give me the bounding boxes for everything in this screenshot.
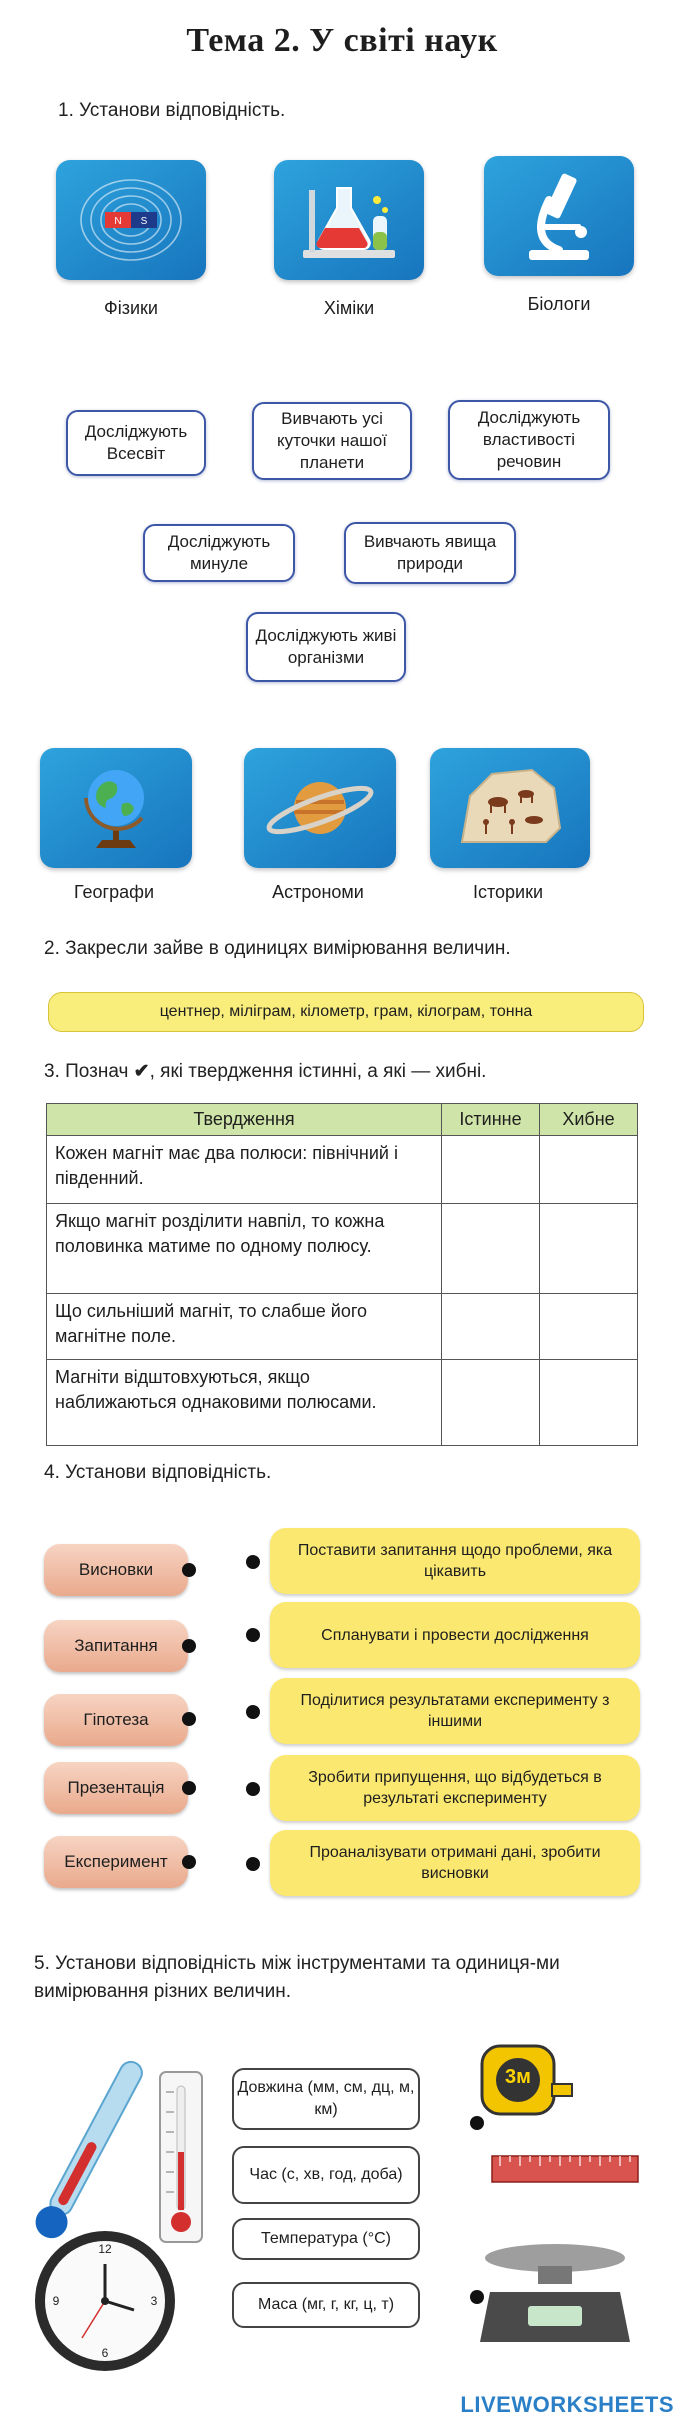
statement-universe[interactable]: Досліджують Всесвіт	[66, 410, 206, 476]
true-checkbox[interactable]	[442, 1294, 540, 1360]
task1-heading: 1. Установи відповідність.	[58, 100, 286, 121]
liveworksheets-logo: LIVEWORKSHEETS	[460, 2392, 674, 2417]
action-make-assumption[interactable]: Зробити припущення, що відбудеться в результаті експерименту	[270, 1755, 640, 1821]
task3-heading-start: 3. Познач	[44, 1061, 134, 1082]
svg-text:3: 3	[150, 2294, 158, 2308]
stage-experiment[interactable]: Експеримент	[44, 1836, 188, 1888]
geographers-tile[interactable]	[40, 748, 192, 868]
false-checkbox[interactable]	[540, 1136, 638, 1204]
statement-past[interactable]: Досліджують минуле	[143, 524, 295, 582]
tape-measure-icon	[478, 2040, 574, 2120]
scales-icon	[470, 2236, 640, 2356]
statement-substances[interactable]: Досліджують властивості речовин	[448, 400, 610, 480]
statement-phenomena[interactable]: Вивчають явища природи	[344, 522, 516, 584]
biologists-label: Біологи	[527, 294, 591, 314]
true-checkbox[interactable]	[442, 1360, 540, 1446]
action-analyze-data[interactable]: Проаналізувати отримані дані, зробити висновки	[270, 1830, 640, 1896]
historians-tile[interactable]	[430, 748, 590, 868]
ruler-icon	[490, 2150, 640, 2190]
statement-cell: Якщо магніт розділити навпіл, то кожна половинка матиме по одному полюсу.	[47, 1204, 442, 1294]
stage-connector-dot[interactable]	[182, 1781, 196, 1795]
col-false: Хибне	[540, 1104, 638, 1136]
table-row	[47, 1294, 638, 1360]
historians-label: Історики	[472, 882, 544, 902]
planet-icon	[260, 758, 380, 858]
action-ask-question[interactable]: Поставити запитання щодо проблеми, яка цікавить	[270, 1528, 640, 1594]
svg-text:6: 6	[101, 2346, 109, 2360]
chemists-label: Хіміки	[323, 298, 375, 318]
biologists-tile[interactable]	[484, 156, 634, 276]
statement-cell: Кожен магніт має два полюси: північний і південний.	[47, 1136, 442, 1204]
cave-painting-icon	[450, 758, 570, 858]
table-header	[47, 1104, 638, 1136]
astronomers-label: Астрономи	[272, 882, 364, 902]
false-checkbox[interactable]	[540, 1360, 638, 1446]
table-row	[47, 1360, 638, 1446]
check-mark-icon: ✔	[133, 1061, 150, 1082]
svg-text:S: S	[140, 216, 148, 227]
false-checkbox[interactable]	[540, 1204, 638, 1294]
physics-label: Фізики	[104, 298, 158, 318]
action-share-results[interactable]: Поділитися результатами експерименту з іншими	[270, 1678, 640, 1744]
true-checkbox[interactable]	[442, 1204, 540, 1294]
unit-mass[interactable]: Маса (мг, г, кг, ц, т)	[232, 2282, 420, 2328]
svg-text:9: 9	[52, 2294, 60, 2308]
action-connector-dot[interactable]	[246, 1782, 260, 1796]
microscope-icon	[499, 166, 619, 266]
unit-time[interactable]: Час (с, хв, год, доба)	[232, 2146, 420, 2204]
unit-temperature[interactable]: Температура (°C)	[232, 2218, 420, 2260]
globe-icon	[56, 758, 176, 858]
false-checkbox[interactable]	[540, 1294, 638, 1360]
action-connector-dot[interactable]	[246, 1628, 260, 1642]
task2-heading: 2. Закресли зайве в одиницях вимірювання величин.	[44, 938, 511, 959]
action-connector-dot[interactable]	[246, 1705, 260, 1719]
chemistry-flask-icon	[289, 170, 409, 270]
unit-length[interactable]: Довжина (мм, см, дц, м, км)	[232, 2068, 420, 2130]
statement-cell: Що сильніший магніт, то слабше його магнітне поле.	[47, 1294, 442, 1360]
tape-label: 3м	[505, 2066, 531, 2088]
units-strip[interactable]: центнер, міліграм, кілометр, грам, кілограм, тонна	[48, 992, 644, 1032]
true-false-table	[46, 1103, 638, 1446]
col-true: Істинне	[442, 1104, 540, 1136]
magnet-icon	[71, 170, 191, 270]
statement-planet[interactable]: Вивчають усі куточки нашої планети	[252, 402, 412, 480]
clock-icon	[30, 2226, 180, 2376]
stage-conclusions[interactable]: Висновки	[44, 1544, 188, 1596]
physics-tile[interactable]	[56, 160, 206, 280]
stage-connector-dot[interactable]	[182, 1712, 196, 1726]
action-connector-dot[interactable]	[246, 1857, 260, 1871]
stage-connector-dot[interactable]	[182, 1563, 196, 1577]
statement-organisms[interactable]: Досліджують живі організми	[246, 612, 406, 682]
stage-hypothesis[interactable]: Гіпотеза	[44, 1694, 188, 1746]
col-statement: Твердження	[47, 1104, 442, 1136]
page-title: Тема 2. У світі наук	[186, 22, 498, 59]
task3-heading-end: , які твердження істинні, а які — хибні.	[149, 1061, 487, 1082]
chemists-tile[interactable]	[274, 160, 424, 280]
astronomers-tile[interactable]	[244, 748, 396, 868]
statement-cell: Магніти відштовхуються, якщо наближаються однаковими полюсами.	[47, 1360, 442, 1446]
task4-heading: 4. Установи відповідність.	[44, 1462, 272, 1483]
svg-text:12: 12	[98, 2242, 112, 2256]
stage-connector-dot[interactable]	[182, 1639, 196, 1653]
task5-heading: 5. Установи відповідність між інструментами та одиниця-ми вимірювання різних величин.	[34, 1953, 560, 2002]
stage-question[interactable]: Запитання	[44, 1620, 188, 1672]
stage-presentation[interactable]: Презентація	[44, 1762, 188, 1814]
table-row	[47, 1204, 638, 1294]
table-row	[47, 1136, 638, 1204]
true-checkbox[interactable]	[442, 1136, 540, 1204]
svg-text:N: N	[114, 216, 122, 227]
task3-heading	[44, 1060, 486, 1083]
stage-connector-dot[interactable]	[182, 1855, 196, 1869]
geographers-label: Географи	[73, 882, 154, 902]
action-connector-dot[interactable]	[246, 1555, 260, 1569]
action-plan-research[interactable]: Спланувати і провести дослідження	[270, 1602, 640, 1668]
